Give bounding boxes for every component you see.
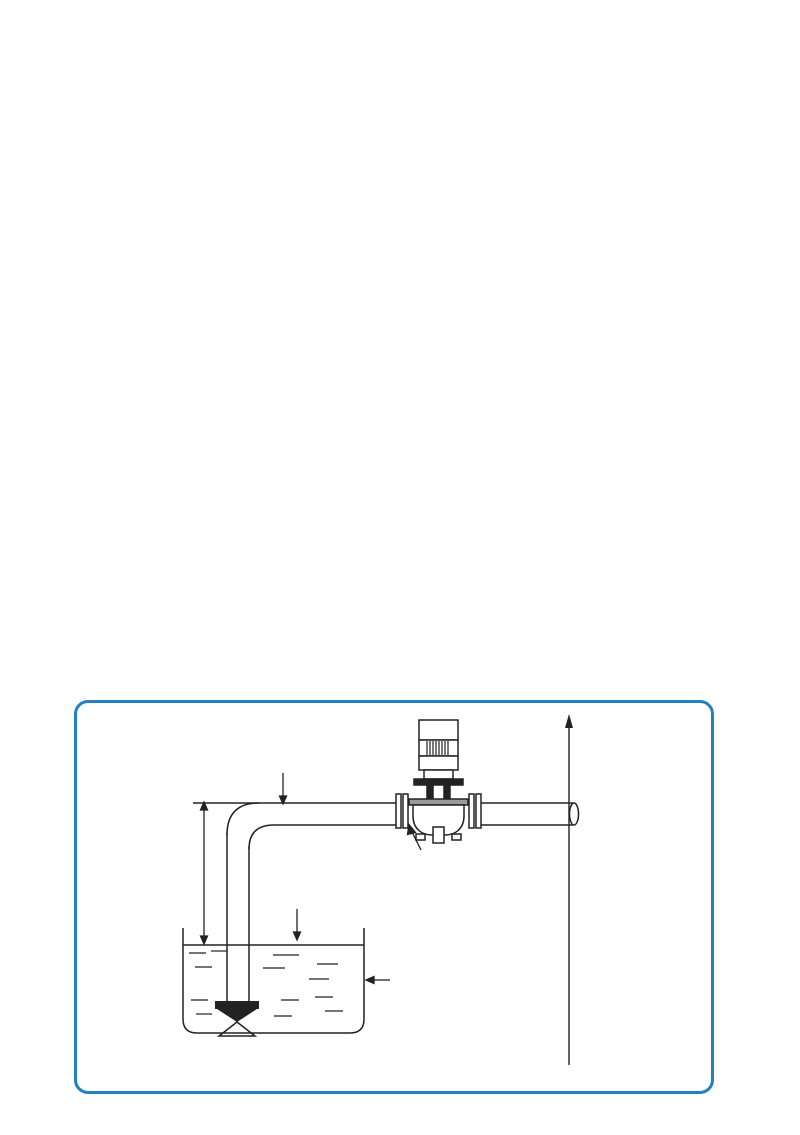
footer-bar: [20, 1121, 762, 1127]
pipe-open-end: [570, 803, 579, 825]
tank: [183, 928, 364, 1033]
header-accent-strip: [23, 60, 767, 64]
foot-valve-icon: [215, 1001, 259, 1036]
scale-arrow-icon: [565, 714, 573, 728]
header-accent-strip-right: [763, 21, 767, 64]
diagram-box: [74, 700, 714, 1094]
t-hv-scale: [565, 714, 573, 1065]
npsh-diagram: [77, 703, 711, 1091]
water-dashes: [189, 951, 343, 1016]
header-bar: [20, 18, 763, 60]
